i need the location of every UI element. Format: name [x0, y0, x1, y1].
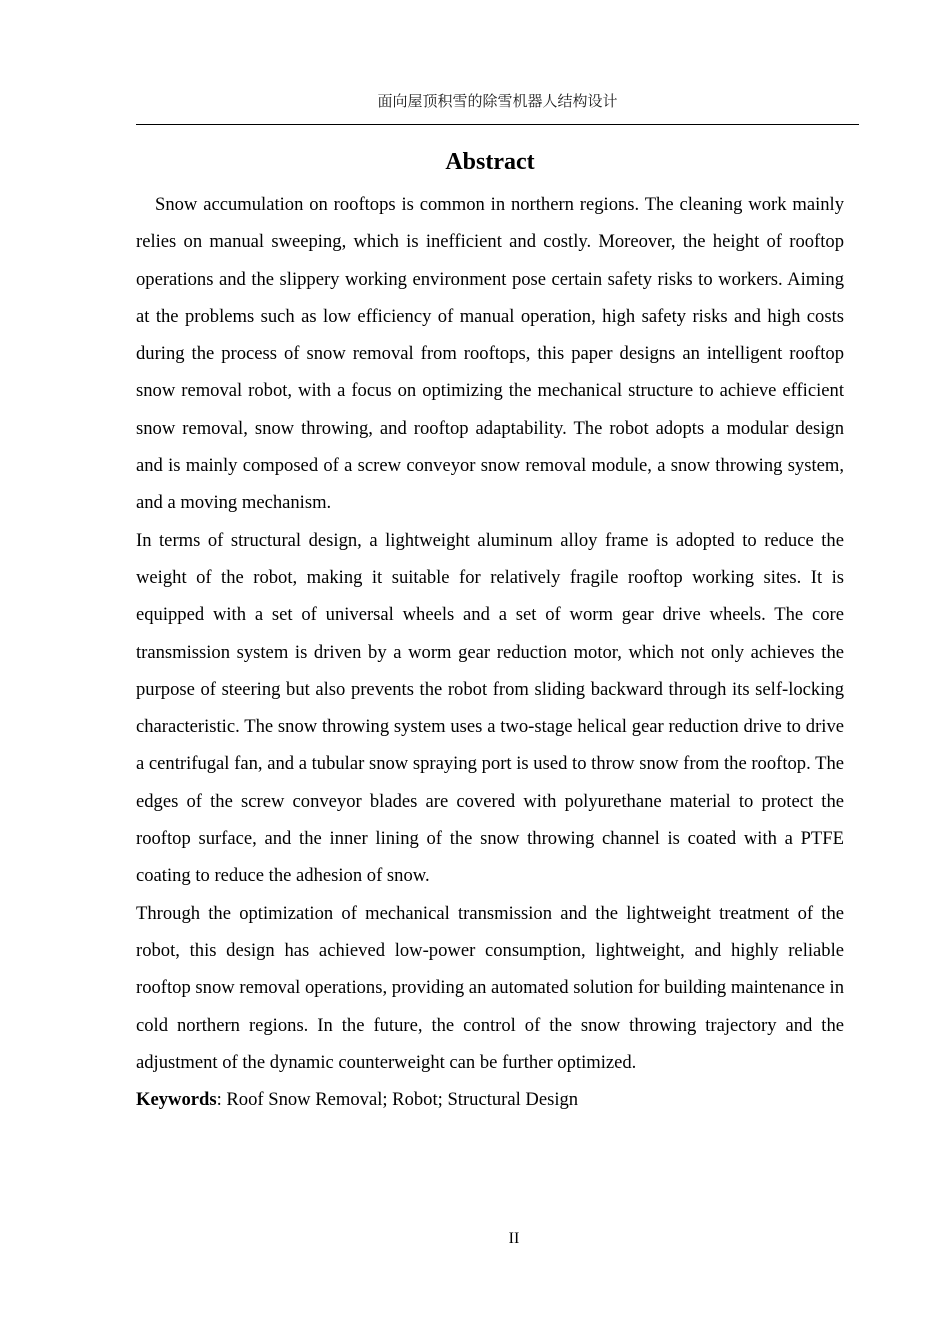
abstract-paragraph-2: In terms of structural design, a lightweight aluminum alloy frame is adopted to reduce the weight of the robot, making it suitable for relatively fragile rooftop working sites. It is equipped with a set of universal wheels and a set of worm gear drive wheels. The core transmission system is driven by a worm gear reduction motor, which not only achieves the purpose of steering but also prevents the robot from sliding backward through its self-locking characteristic. The snow throwing system uses a two-stage helical gear reduction drive to drive a centrifugal fan, and a tubular snow spraying port is used to throw snow from the rooftop. The edges of the screw conveyor blades are covered with polyurethane material to protect the rooftop surface, and the inner lining of the snow throwing channel is coated with a PTFE coating to reduce the adhesion of snow.: [136, 529, 844, 887]
running-header: 面向屋顶积雪的除雪机器人结构设计: [377, 92, 618, 110]
keywords-text: : Roof Snow Removal; Robot; Structural Design: [216, 1089, 579, 1111]
keywords-label: Keywords: [136, 1089, 217, 1111]
abstract-paragraph-1: Snow accumulation on rooftops is common in northern regions. The cleaning work mainly relies on manual sweeping, which is inefficient and costly. Moreover, the height of rooftop operations and the slippery working environment pose certain safety risks to workers. Aiming at the problems such as low efficiency of manual operation, high safety risks and high costs during the process of snow removal from rooftops, this paper designs an intelligent rooftop snow removal robot, with a focus on optimizing the mechanical structure to achieve efficient snow removal, snow throwing, and rooftop adaptability. The robot adopts a modular design and is mainly composed of a screw conveyor snow removal module, a snow throwing system, and a moving mechanism.: [136, 194, 844, 514]
abstract-paragraph-3: Through the optimization of mechanical transmission and the lightweight treatment of the robot, this design has achieved low-power consumption, lightweight, and highly reliable rooftop snow removal operations, providing an automated solution for building maintenance in cold northern regions. In the future, the control of the snow throwing trajectory and the adjustment of the dynamic counterweight can be further optimized.: [136, 902, 844, 1073]
abstract-title: Abstract: [445, 149, 535, 175]
page-number: II: [508, 1230, 520, 1247]
header-rule: [136, 124, 859, 125]
abstract-body: [136, 186, 844, 1118]
keywords-line: [136, 1081, 844, 1118]
